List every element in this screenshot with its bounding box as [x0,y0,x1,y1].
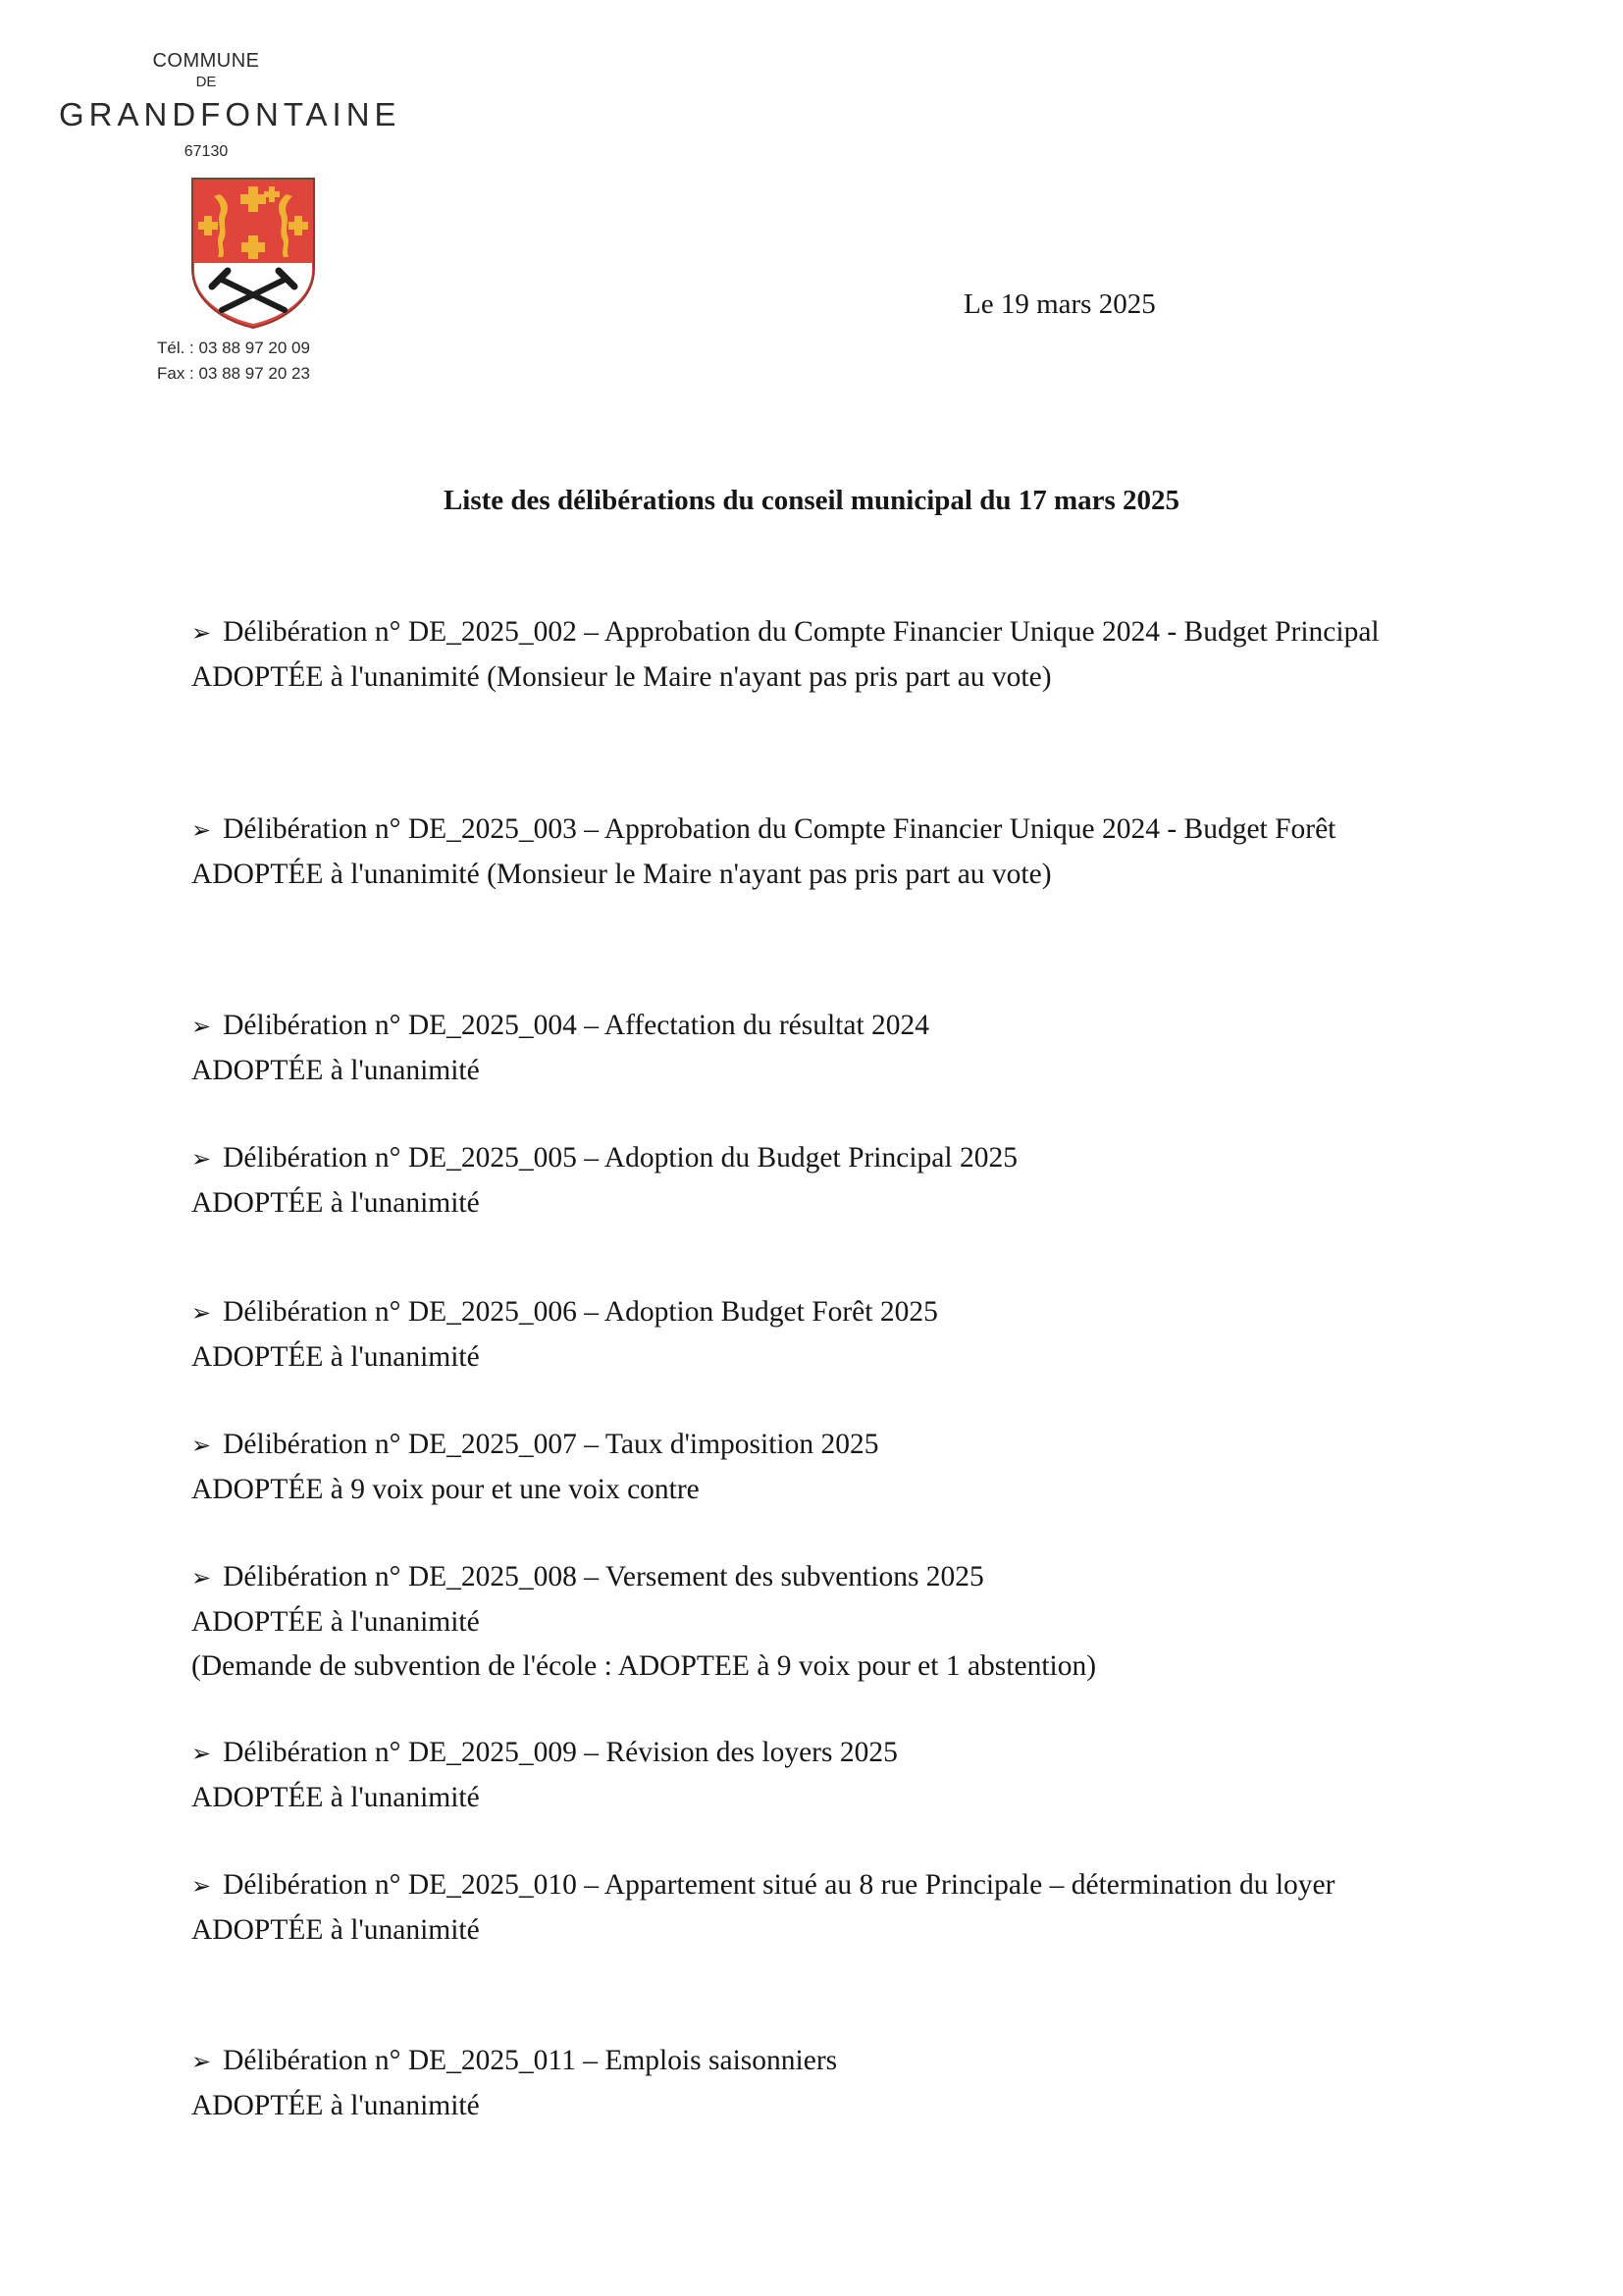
letterhead-de: DE [195,74,217,90]
deliberation-result: ADOPTÉE à l'unanimité [191,1341,480,1373]
deliberation-heading-text: Délibération n° DE_2025_009 – Révision des loyers 2025 [223,1737,898,1768]
deliberation-heading-text: Délibération n° DE_2025_007 – Taux d'imposition 2025 [223,1429,879,1460]
coat-of-arms-icon [190,177,316,330]
deliberation-item [191,808,1452,897]
arrow-bullet-icon: ➢ [191,1872,212,1900]
deliberation-heading [191,2039,1452,2084]
arrow-bullet-icon: ➢ [191,1740,212,1767]
deliberation-heading [191,610,1452,655]
deliberation-heading-text: Délibération n° DE_2025_004 – Affectation du résultat 2024 [223,1010,930,1041]
arrow-bullet-icon: ➢ [191,1013,212,1040]
letterhead [59,49,401,163]
arrow-bullet-icon: ➢ [191,1432,212,1459]
document-title: Liste des délibérations du conseil municipal du 17 mars 2025 [443,485,1180,516]
deliberation-heading-text: Délibération n° DE_2025_008 – Versement des subventions 2025 [223,1561,984,1592]
deliberation-heading-text: Délibération n° DE_2025_010 – Appartement situé au 8 rue Principale – détermination du loyer [223,1869,1335,1901]
arrow-bullet-icon: ➢ [191,816,212,844]
deliberation-heading [191,1555,1452,1600]
deliberation-heading [191,1731,1452,1776]
deliberation-heading [191,1423,1452,1468]
deliberation-heading [191,1863,1452,1908]
deliberation-result: ADOPTÉE à l'unanimité [191,2090,480,2121]
letterhead-commune: COMMUNE [152,50,260,72]
arrow-bullet-icon: ➢ [191,1145,212,1173]
deliberation-heading-text: Délibération n° DE_2025_003 – Approbation du Compte Financier Unique 2024 - Budget Forêt [223,813,1336,845]
arrow-bullet-icon: ➢ [191,2048,212,2075]
document-date: Le 19 mars 2025 [964,288,1156,320]
arrow-bullet-icon: ➢ [191,619,212,647]
letterhead-contact [157,336,310,387]
arrow-bullet-icon: ➢ [191,1299,212,1327]
deliberation-heading-text: Délibération n° DE_2025_011 – Emplois saisonniers [223,2045,838,2076]
deliberation-heading-text: Délibération n° DE_2025_002 – Approbation du Compte Financier Unique 2024 - Budget Principal [223,616,1380,648]
deliberation-item [191,610,1452,700]
deliberation-item [191,1863,1452,1953]
arrow-bullet-icon: ➢ [191,1564,212,1592]
deliberation-heading [191,808,1452,853]
deliberation-heading [191,1136,1452,1181]
deliberation-result: ADOPTÉE à l'unanimité [191,1055,480,1086]
deliberation-result: ADOPTÉE à 9 voix pour et une voix contre [191,1474,700,1505]
deliberation-note: (Demande de subvention de l'école : ADOPTEE à 9 voix pour et 1 abstention) [191,1650,1097,1682]
deliberation-heading-text: Délibération n° DE_2025_006 – Adoption Budget Forêt 2025 [223,1296,938,1328]
deliberation-result: ADOPTÉE à l'unanimité [191,1606,480,1638]
deliberation-item [191,1004,1452,1093]
deliberation-heading-text: Délibération n° DE_2025_005 – Adoption du Budget Principal 2025 [223,1142,1018,1174]
deliberation-result: ADOPTÉE à l'unanimité [191,1782,480,1813]
deliberation-item [191,1136,1452,1226]
deliberation-heading [191,1290,1452,1335]
deliberation-result: ADOPTÉE à l'unanimité [191,1914,480,1946]
letterhead-postal-code: 67130 [183,143,229,160]
letterhead-commune-name: GRANDFONTAINE [59,96,401,132]
letterhead-fax: Fax : 03 88 97 20 23 [157,364,310,383]
letterhead-tel: Tél. : 03 88 97 20 09 [157,339,310,357]
deliberation-item [191,1423,1452,1512]
deliberation-item [191,1290,1452,1380]
deliberation-result: ADOPTÉE à l'unanimité (Monsieur le Maire n'ayant pas pris part au vote) [191,661,1052,693]
deliberation-item [191,1555,1452,1689]
deliberation-item [191,2039,1452,2128]
deliberation-item [191,1731,1452,1820]
deliberation-result: ADOPTÉE à l'unanimité (Monsieur le Maire n'ayant pas pris part au vote) [191,859,1052,890]
deliberation-heading [191,1004,1452,1049]
deliberation-result: ADOPTÉE à l'unanimité [191,1187,480,1219]
